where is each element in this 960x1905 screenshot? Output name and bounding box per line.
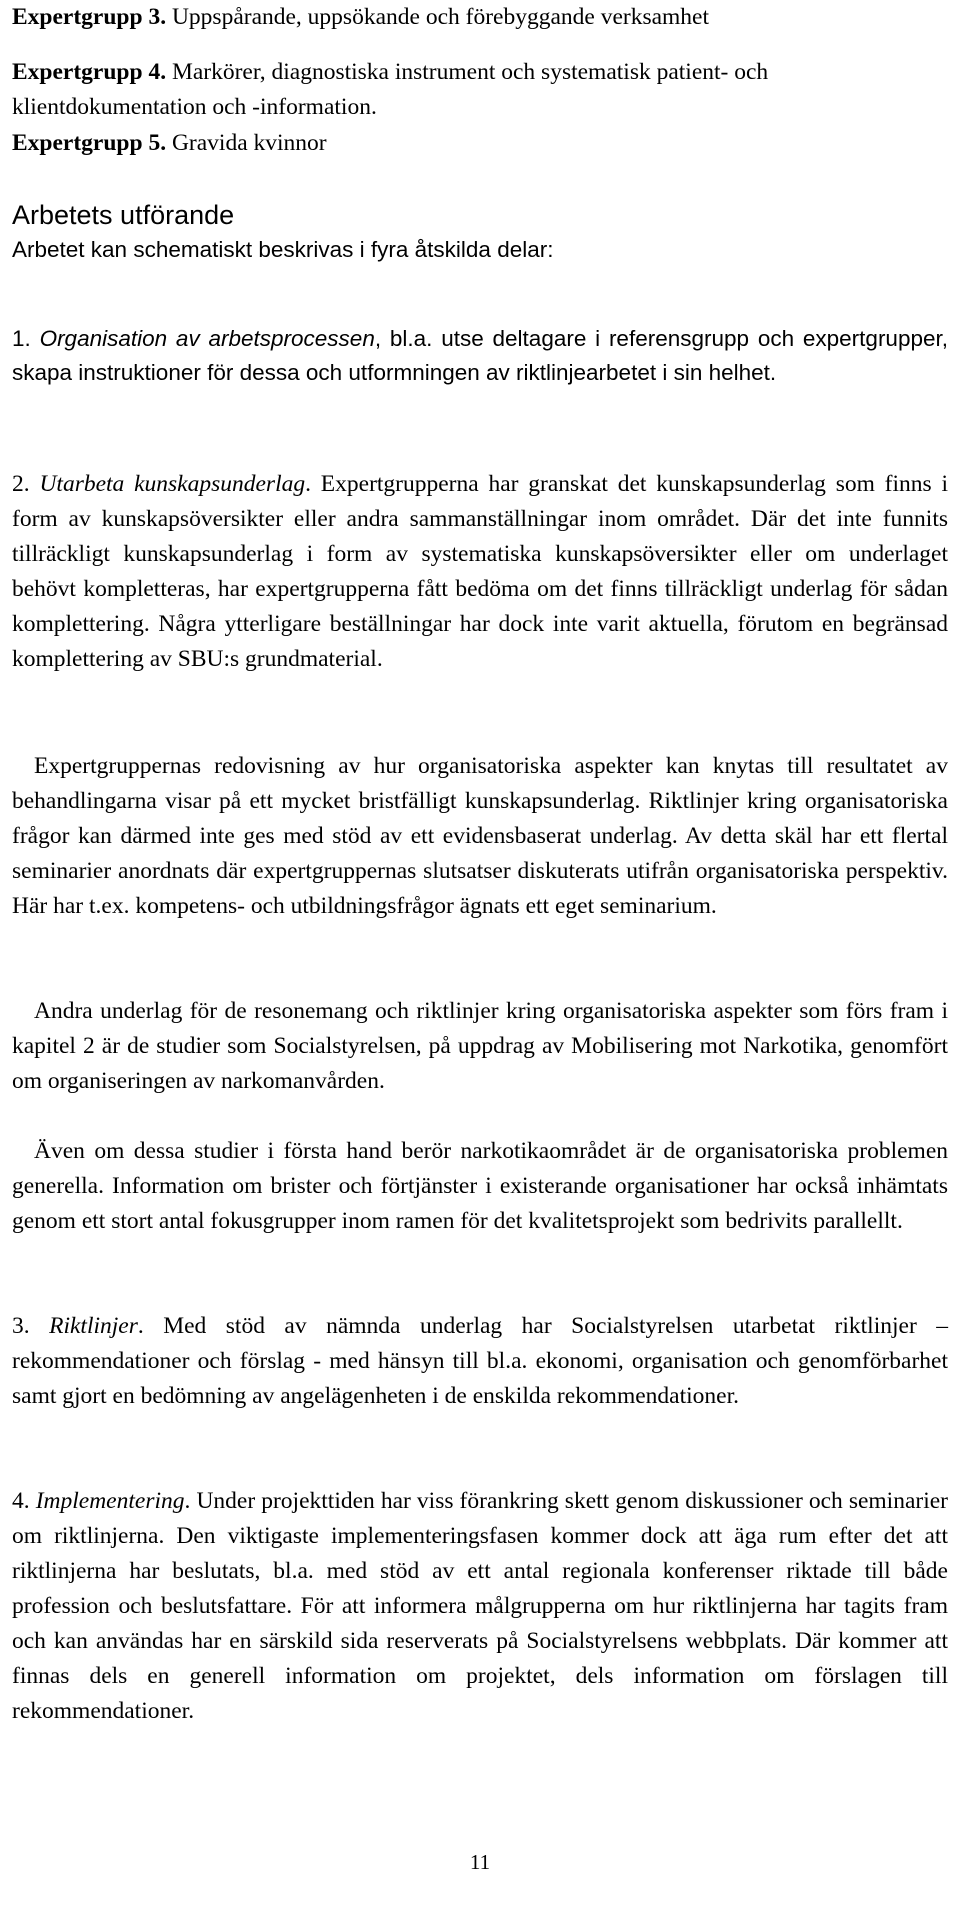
step-title: Implementering	[35, 1488, 185, 1514]
expert-group-4	[12, 55, 942, 125]
step-text: . Under projekttiden har viss förankring skett genom diskussioner och seminarier om riktlinjerna. Den viktigaste implementeringsfasen kommer dock att äga rum efter det att riktlinjerna har beslutats, bl.a. med stöd av ett antal regionala konferenser riktade till både profession och beslutsfattare. För att informera målgrupperna om hur riktlinjerna har tagits fram och kan användas har en särskild sida reserverats på Socialstyrelsens webbplats. Där kommer att finnas dels en generell information om projektet, dels information om förslagen till rekommendationer.	[12, 1488, 949, 1724]
step-4-paragraph	[12, 1484, 948, 1729]
step-text: , bl.a. utse deltagare i referensgrupp och expertgrupper, skapa instruktioner för dessa och utformningen av riktlinjearbetet i sin helhet.	[12, 326, 948, 385]
step-number: 3.	[12, 1313, 50, 1339]
step-text: . Expertgrupperna har granskat det kunskapsunderlag som finns i form av kunskapsöversikter eller andra sammanställningar inom området. Där det inte funnits tillräckligt kunskapsunderlag i form av systematiska kunskapsöversikter eller om underlaget behövt kompletteras, har expertgrupperna fått bedöma om det finns tillräckligt underlag för sådan komplettering. Några ytterligare beställningar har dock inte varit aktuella, förutom en begränsad komplettering av SBU:s grundmaterial.	[12, 471, 949, 672]
expert-group-label: Expertgrupp 4.	[12, 59, 167, 85]
step-1-paragraph	[12, 322, 948, 390]
expert-group-label: Expertgrupp 3.	[12, 4, 167, 30]
expert-group-text: Uppspårande, uppsökande och förebyggande verksamhet	[166, 4, 710, 30]
expert-group-text: Gravida kvinnor	[166, 130, 327, 156]
step-text: . Med stöd av nämnda underlag har Socialstyrelsen utarbetat riktlinjer – rekommendationer och förslag - med hänsyn till bl.a. ekonomi, organisation och genomförbarhet samt gjort en bedömning av angelägenheten i de enskilda rekommendationer.	[12, 1313, 949, 1409]
step-title: Utarbeta kunskapsunderlag	[39, 471, 306, 497]
paragraph-organisational-problems: Även om dessa studier i första hand berör narkotikaområdet är de organisatoriska problemen generella. Information om brister och förtjänster i existerande organisationer har också inhämtats genom ett stort antal fokusgrupper inom ramen för det kvalitetsprojekt som bedrivits parallellt.	[12, 1138, 948, 1234]
page-number: 11	[469, 1850, 491, 1874]
step-number: 1.	[12, 326, 40, 351]
section-heading: Arbetets utförande	[12, 200, 235, 230]
section-intro: Arbetet kan schematiskt beskrivas i fyra åtskilda delar:	[12, 237, 554, 262]
paragraph-other-material: Andra underlag för de resonemang och riktlinjer kring organisatoriska aspekter som förs fram i kapitel 2 är de studier som Socialstyrelsen, på uppdrag av Mobilisering mot Narkotika, genomfört om organiseringen av narkomanvården.	[12, 998, 948, 1094]
step-title: Riktlinjer	[49, 1313, 138, 1339]
step-3-paragraph	[12, 1309, 948, 1414]
expert-group-5	[12, 126, 948, 161]
expert-group-label: Expertgrupp 5.	[12, 130, 167, 156]
step-number: 4.	[12, 1488, 36, 1514]
expert-group-3	[12, 0, 948, 35]
step-2-paragraph	[12, 467, 948, 677]
paragraph-organisational-aspects: Expertgruppernas redovisning av hur organisatoriska aspekter kan knytas till resultatet av behandlingarna visar på ett mycket bristfälligt kunskapsunderlag. Riktlinjer kring organisatoriska frågor kan därmed inte ges med stöd av ett evidensbaserat underlag. Av detta skäl har ett flertal seminarier anordnats där expertgruppernas slutsatser diskuterats utifrån organisatoriska perspektiv. Här har t.ex. kompetens- och utbildningsfrågor ägnats ett eget seminarium.	[12, 753, 948, 919]
step-number: 2.	[12, 471, 40, 497]
expert-group-text: Markörer, diagnostiska instrument och systematisk patient- och klientdokumentation och -information.	[12, 59, 769, 120]
step-title: Organisation av arbetsprocessen	[39, 326, 375, 351]
